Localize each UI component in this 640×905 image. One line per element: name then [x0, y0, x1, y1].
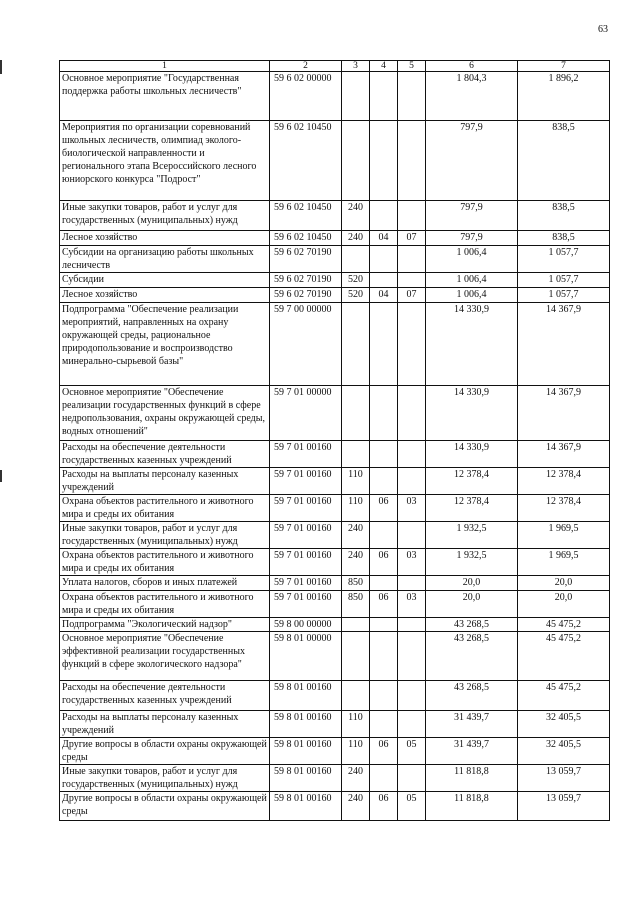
table-cell-name: Мероприятия по организации соревнований школьных лесничеств, олимпиад эколого-биологической направленности и регионального этапа Всероссийского лесного юниорского конкурса "Подрост"	[60, 121, 270, 201]
table-cell-name: Другие вопросы в области охраны окружающей среды	[60, 738, 270, 765]
table-cell-vr: 110	[342, 738, 370, 765]
table-row	[60, 495, 610, 522]
table-cell-rz	[370, 618, 398, 632]
table-cell-name: Расходы на обеспечение деятельности государственных казенных учреждений	[60, 441, 270, 468]
table-cell-vr	[342, 303, 370, 386]
table-cell-vr: 240	[342, 549, 370, 576]
table-cell-y2: 45 475,2	[518, 618, 610, 632]
table-cell-y1: 12 378,4	[426, 495, 518, 522]
table-cell-rz: 06	[370, 738, 398, 765]
table-row	[60, 632, 610, 681]
table-cell-y1: 43 268,5	[426, 618, 518, 632]
table-cell-y2: 12 378,4	[518, 468, 610, 495]
table-row	[60, 201, 610, 231]
table-cell-pr	[398, 201, 426, 231]
table-cell-rz: 04	[370, 288, 398, 303]
table-cell-rz: 06	[370, 495, 398, 522]
table-cell-y2: 838,5	[518, 121, 610, 201]
table-cell-pr: 07	[398, 288, 426, 303]
table-cell-code: 59 7 01 00160	[270, 591, 342, 618]
table-cell-rz: 04	[370, 231, 398, 246]
table-cell-y1: 797,9	[426, 231, 518, 246]
table-cell-code: 59 6 02 70190	[270, 288, 342, 303]
table-cell-name: Основное мероприятие "Государственная поддержка работы школьных лесничеств"	[60, 72, 270, 121]
table-cell-y1: 1 006,4	[426, 246, 518, 273]
table-cell-vr: 240	[342, 522, 370, 549]
table-row	[60, 591, 610, 618]
table-cell-y1: 797,9	[426, 201, 518, 231]
table-cell-pr	[398, 681, 426, 711]
table-cell-rz	[370, 273, 398, 288]
table-row	[60, 273, 610, 288]
table-cell-pr: 05	[398, 792, 426, 821]
table-cell-rz: 06	[370, 591, 398, 618]
table-cell-pr	[398, 632, 426, 681]
table-cell-name: Иные закупки товаров, работ и услуг для государственных (муниципальных) нужд	[60, 201, 270, 231]
table-cell-name: Другие вопросы в области охраны окружающей среды	[60, 792, 270, 821]
table-cell-name: Основное мероприятие "Обеспечение реализации государственных функций в сфере недропользования, охраны окружающей среды, водных отношений"	[60, 386, 270, 441]
table-cell-code: 59 8 00 00000	[270, 618, 342, 632]
table-cell-name: Расходы на обеспечение деятельности государственных казенных учреждений	[60, 681, 270, 711]
table-cell-code: 59 6 02 00000	[270, 72, 342, 121]
table-cell-y2: 20,0	[518, 576, 610, 591]
table-cell-code: 59 7 01 00000	[270, 386, 342, 441]
table-cell-code: 59 6 02 70190	[270, 246, 342, 273]
table-row	[60, 246, 610, 273]
table-cell-vr	[342, 72, 370, 121]
column-header: 7	[518, 61, 610, 72]
table-cell-name: Расходы на выплаты персоналу казенных учреждений	[60, 468, 270, 495]
table-cell-name: Иные закупки товаров, работ и услуг для государственных (муниципальных) нужд	[60, 765, 270, 792]
table-row	[60, 618, 610, 632]
table-header-row	[60, 61, 610, 72]
table-cell-y2: 45 475,2	[518, 632, 610, 681]
table-cell-y1: 20,0	[426, 591, 518, 618]
table-cell-pr	[398, 576, 426, 591]
table-cell-y2: 1 057,7	[518, 246, 610, 273]
column-header: 6	[426, 61, 518, 72]
table-cell-y2: 838,5	[518, 231, 610, 246]
table-row	[60, 303, 610, 386]
table-cell-y2: 14 367,9	[518, 386, 610, 441]
table-cell-y2: 20,0	[518, 591, 610, 618]
table-cell-y1: 11 818,8	[426, 792, 518, 821]
table-row	[60, 681, 610, 711]
table-cell-y2: 45 475,2	[518, 681, 610, 711]
table-cell-vr: 240	[342, 792, 370, 821]
table-cell-y2: 1 969,5	[518, 549, 610, 576]
table-cell-name: Охрана объектов растительного и животного мира и среды их обитания	[60, 495, 270, 522]
table-cell-code: 59 6 02 10450	[270, 121, 342, 201]
table-cell-rz	[370, 522, 398, 549]
table-cell-rz	[370, 386, 398, 441]
table-cell-name: Основное мероприятие "Обеспечение эффективной реализации государственных функций в сфере экологического надзора"	[60, 632, 270, 681]
table-cell-vr: 110	[342, 468, 370, 495]
budget-table	[59, 60, 610, 821]
table-cell-name: Субсидии на организацию работы школьных лесничеств	[60, 246, 270, 273]
table-cell-code: 59 6 02 10450	[270, 201, 342, 231]
table-cell-code: 59 7 01 00160	[270, 495, 342, 522]
table-cell-y2: 1 896,2	[518, 72, 610, 121]
table-cell-pr	[398, 246, 426, 273]
table-cell-name: Субсидии	[60, 273, 270, 288]
table-cell-vr: 240	[342, 231, 370, 246]
table-cell-rz	[370, 681, 398, 711]
table-cell-y1: 31 439,7	[426, 738, 518, 765]
table-cell-y2: 14 367,9	[518, 441, 610, 468]
table-cell-y1: 43 268,5	[426, 681, 518, 711]
table-cell-pr	[398, 765, 426, 792]
table-cell-y2: 32 405,5	[518, 711, 610, 738]
table-cell-y2: 32 405,5	[518, 738, 610, 765]
table-cell-pr	[398, 273, 426, 288]
table-cell-y1: 31 439,7	[426, 711, 518, 738]
table-cell-y1: 43 268,5	[426, 632, 518, 681]
table-cell-pr	[398, 386, 426, 441]
scan-edge-mark	[0, 60, 2, 74]
table-cell-rz	[370, 303, 398, 386]
table-cell-code: 59 8 01 00160	[270, 681, 342, 711]
table-cell-y1: 1 804,3	[426, 72, 518, 121]
table-cell-vr	[342, 441, 370, 468]
table-cell-name: Уплата налогов, сборов и иных платежей	[60, 576, 270, 591]
table-cell-code: 59 6 02 70190	[270, 273, 342, 288]
table-cell-name: Охрана объектов растительного и животного мира и среды их обитания	[60, 549, 270, 576]
table-cell-vr	[342, 632, 370, 681]
table-cell-y2: 13 059,7	[518, 792, 610, 821]
table-cell-code: 59 8 01 00000	[270, 632, 342, 681]
table-cell-vr: 850	[342, 576, 370, 591]
table-cell-rz	[370, 632, 398, 681]
table-cell-rz	[370, 468, 398, 495]
table-cell-y2: 1 057,7	[518, 288, 610, 303]
table-cell-y2: 1 969,5	[518, 522, 610, 549]
column-header: 2	[270, 61, 342, 72]
table-cell-pr: 03	[398, 495, 426, 522]
table-cell-y1: 1 932,5	[426, 522, 518, 549]
table-cell-vr: 110	[342, 495, 370, 522]
table-cell-name: Охрана объектов растительного и животного мира и среды их обитания	[60, 591, 270, 618]
table-cell-y2: 1 057,7	[518, 273, 610, 288]
table-cell-y1: 20,0	[426, 576, 518, 591]
table-cell-rz	[370, 711, 398, 738]
table-cell-y1: 1 006,4	[426, 273, 518, 288]
table-cell-code: 59 8 01 00160	[270, 765, 342, 792]
table-row	[60, 522, 610, 549]
page-number: 63	[598, 24, 608, 35]
table-cell-rz: 06	[370, 792, 398, 821]
table-row	[60, 386, 610, 441]
table-cell-rz	[370, 765, 398, 792]
table-cell-name: Лесное хозяйство	[60, 231, 270, 246]
table-cell-vr	[342, 681, 370, 711]
table-cell-pr	[398, 72, 426, 121]
table-body	[60, 72, 610, 821]
table-cell-code: 59 7 01 00160	[270, 522, 342, 549]
table-cell-code: 59 7 01 00160	[270, 549, 342, 576]
table-cell-code: 59 6 02 10450	[270, 231, 342, 246]
table-cell-rz	[370, 246, 398, 273]
table-cell-y1: 797,9	[426, 121, 518, 201]
table-cell-pr	[398, 441, 426, 468]
table-cell-code: 59 7 01 00160	[270, 441, 342, 468]
table-cell-name: Подпрограмма "Экологический надзор"	[60, 618, 270, 632]
table-cell-y2: 13 059,7	[518, 765, 610, 792]
column-header: 5	[398, 61, 426, 72]
table-cell-code: 59 7 00 00000	[270, 303, 342, 386]
table-cell-y2: 838,5	[518, 201, 610, 231]
table-cell-y2: 12 378,4	[518, 495, 610, 522]
table-cell-vr	[342, 121, 370, 201]
table-row	[60, 792, 610, 821]
table-cell-pr: 07	[398, 231, 426, 246]
table-row	[60, 576, 610, 591]
table-cell-pr: 05	[398, 738, 426, 765]
table-cell-rz	[370, 441, 398, 468]
table-row	[60, 231, 610, 246]
table-cell-rz	[370, 72, 398, 121]
table-cell-y1: 14 330,9	[426, 303, 518, 386]
table-cell-name: Иные закупки товаров, работ и услуг для государственных (муниципальных) нужд	[60, 522, 270, 549]
table-cell-code: 59 8 01 00160	[270, 711, 342, 738]
table-cell-rz	[370, 121, 398, 201]
table-cell-pr	[398, 121, 426, 201]
table-row	[60, 468, 610, 495]
column-header: 4	[370, 61, 398, 72]
table-cell-y1: 14 330,9	[426, 386, 518, 441]
table-cell-pr	[398, 303, 426, 386]
table-cell-code: 59 8 01 00160	[270, 792, 342, 821]
table-cell-y2: 14 367,9	[518, 303, 610, 386]
table-cell-pr	[398, 468, 426, 495]
table-cell-vr: 520	[342, 288, 370, 303]
table-cell-vr	[342, 618, 370, 632]
table-cell-rz	[370, 576, 398, 591]
table-cell-y1: 1 932,5	[426, 549, 518, 576]
table-row	[60, 549, 610, 576]
table-row	[60, 288, 610, 303]
table-cell-name: Расходы на выплаты персоналу казенных учреждений	[60, 711, 270, 738]
table-cell-pr: 03	[398, 591, 426, 618]
table-cell-y1: 1 006,4	[426, 288, 518, 303]
table-cell-vr: 240	[342, 201, 370, 231]
table-row	[60, 441, 610, 468]
table-row	[60, 72, 610, 121]
table-cell-rz	[370, 201, 398, 231]
table-row	[60, 711, 610, 738]
table-cell-pr	[398, 711, 426, 738]
table-row	[60, 765, 610, 792]
table-cell-vr: 110	[342, 711, 370, 738]
table-cell-code: 59 7 01 00160	[270, 576, 342, 591]
table-cell-y1: 14 330,9	[426, 441, 518, 468]
table-cell-pr	[398, 522, 426, 549]
column-header: 1	[60, 61, 270, 72]
table-cell-vr: 240	[342, 765, 370, 792]
table-cell-name: Подпрограмма "Обеспечение реализации мероприятий, направленных на охрану окружающей среды, рациональное природопользование и воспроизводство минерально-сырьевой базы"	[60, 303, 270, 386]
table-cell-pr: 03	[398, 549, 426, 576]
table-cell-vr: 520	[342, 273, 370, 288]
table-row	[60, 121, 610, 201]
table-cell-code: 59 7 01 00160	[270, 468, 342, 495]
table-cell-vr: 850	[342, 591, 370, 618]
table-cell-code: 59 8 01 00160	[270, 738, 342, 765]
table-row	[60, 738, 610, 765]
scan-edge-mark	[0, 470, 2, 482]
table-cell-y1: 11 818,8	[426, 765, 518, 792]
table-cell-pr	[398, 618, 426, 632]
table-cell-y1: 12 378,4	[426, 468, 518, 495]
table-cell-vr	[342, 246, 370, 273]
table-cell-name: Лесное хозяйство	[60, 288, 270, 303]
column-header: 3	[342, 61, 370, 72]
table-cell-vr	[342, 386, 370, 441]
table-cell-rz: 06	[370, 549, 398, 576]
